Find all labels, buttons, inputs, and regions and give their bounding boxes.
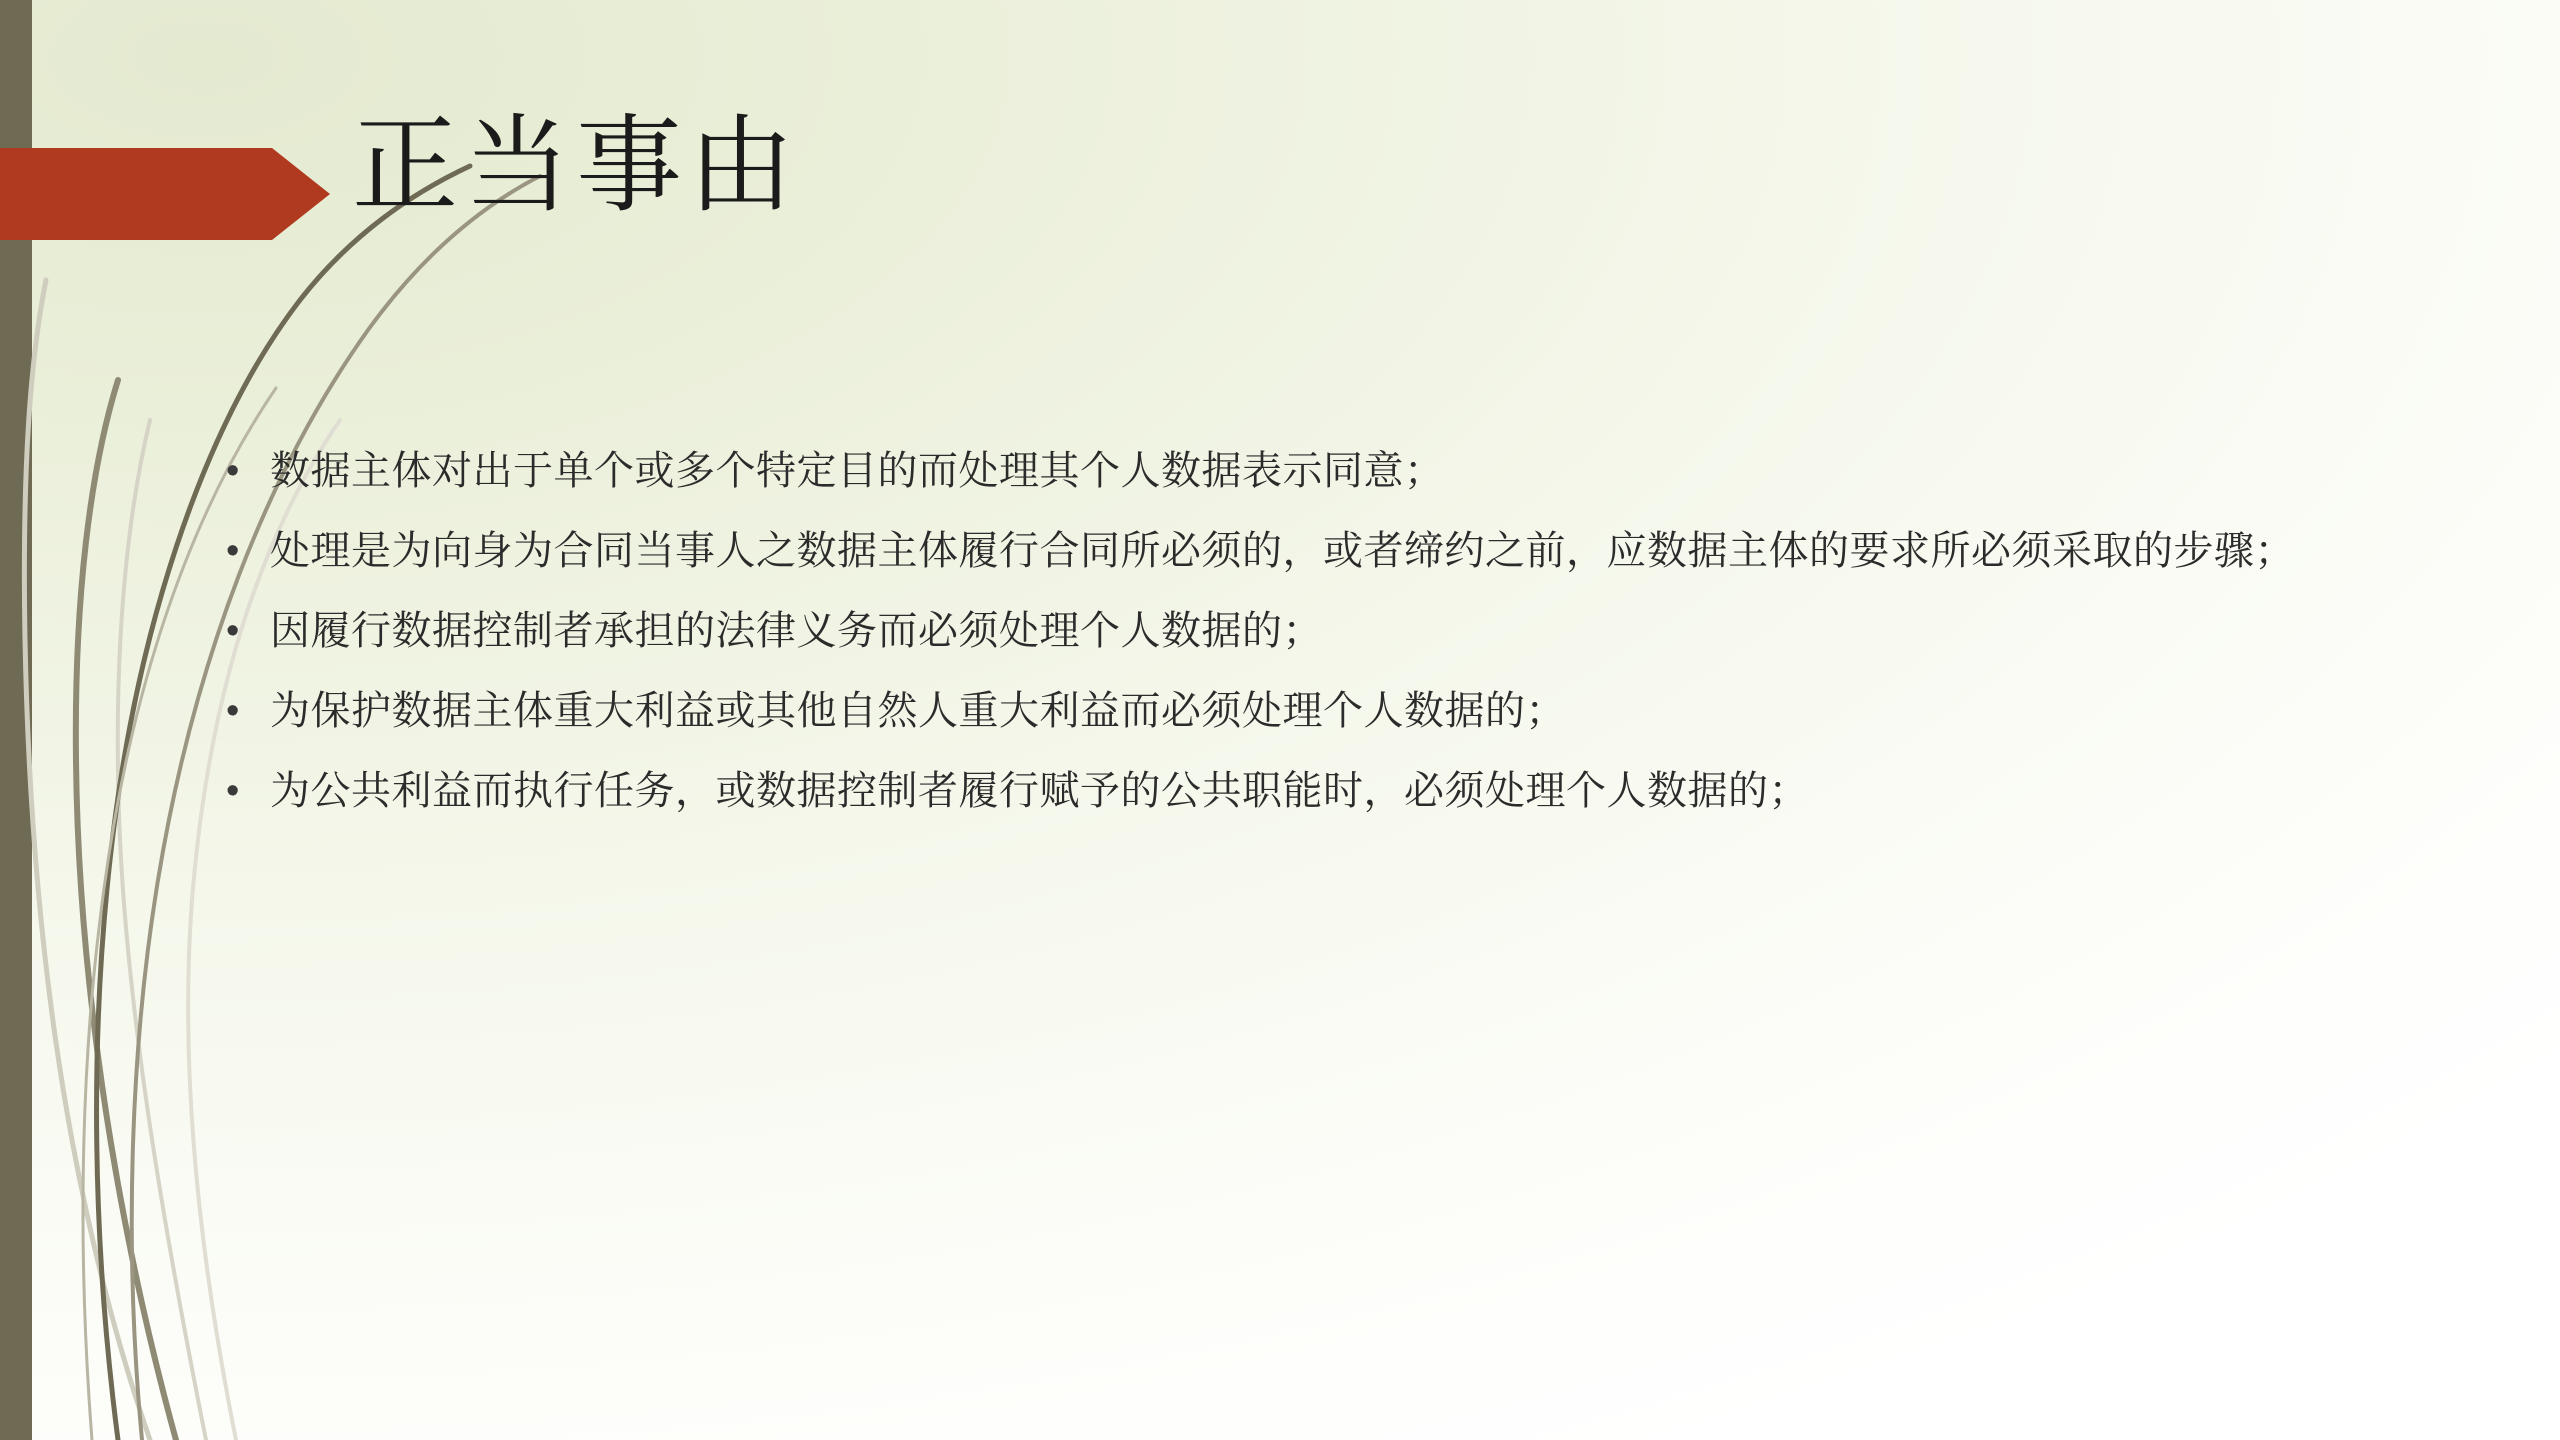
- title-accent-arrow: [0, 148, 330, 240]
- bullet-marker-icon: •: [226, 450, 240, 492]
- list-item: [218, 440, 2478, 502]
- bullet-marker-icon: •: [226, 770, 240, 812]
- list-item-text: 因履行数据控制者承担的法律义务而必须处理个人数据的；: [270, 609, 1323, 653]
- list-item: [218, 760, 2478, 822]
- bullet-marker-icon: •: [226, 690, 240, 732]
- bullet-marker-icon: •: [226, 610, 240, 652]
- bullet-list: [218, 440, 2478, 840]
- list-item-text: 为公共利益而执行任务，或数据控制者履行赋予的公共职能时，必须处理个人数据的；: [270, 769, 1809, 813]
- list-item-text: 处理是为向身为合同当事人之数据主体履行合同所必须的，或者缔约之前，应数据主体的要求所必须采取的步骤；: [270, 529, 2295, 573]
- list-item: [218, 600, 2478, 662]
- page-title: 正当事由: [352, 104, 800, 227]
- list-item-text: 为保护数据主体重大利益或其他自然人重大利益而必须处理个人数据的；: [270, 689, 1566, 733]
- list-item: [218, 520, 2478, 582]
- bullet-marker-icon: •: [226, 530, 240, 572]
- list-item-text: 数据主体对出于单个或多个特定目的而处理其个人数据表示同意；: [270, 449, 1445, 493]
- list-item: [218, 680, 2478, 742]
